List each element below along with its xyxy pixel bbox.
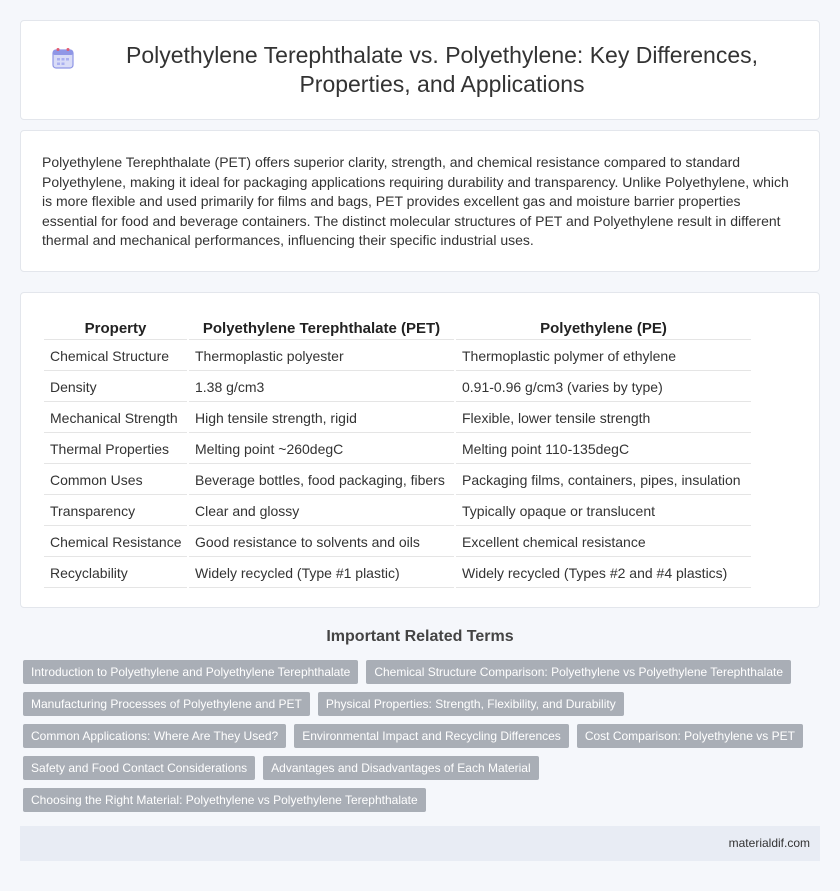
table-cell: Packaging films, containers, pipes, insulation bbox=[456, 466, 751, 495]
table-cell: High tensile strength, rigid bbox=[189, 404, 454, 433]
table-cell: Thermoplastic polyester bbox=[189, 342, 454, 371]
header-pet: Polyethylene Terephthalate (PET) bbox=[189, 318, 454, 340]
table-cell: Melting point 110-135degC bbox=[456, 435, 751, 464]
table-row bbox=[44, 373, 751, 402]
header-property: Property bbox=[44, 318, 187, 340]
intro-card bbox=[20, 130, 820, 272]
table-cell: Beverage bottles, food packaging, fibers bbox=[189, 466, 454, 495]
table-cell: Density bbox=[44, 373, 187, 402]
table-cell: Flexible, lower tensile strength bbox=[456, 404, 751, 433]
table-cell: Widely recycled (Type #1 plastic) bbox=[189, 559, 454, 588]
table-row bbox=[44, 497, 751, 526]
table-cell: Widely recycled (Types #2 and #4 plastics) bbox=[456, 559, 751, 588]
table-cell: Excellent chemical resistance bbox=[456, 528, 751, 557]
page-title: Polyethylene Terephthalate vs. Polyethylene: Key Differences, Properties, and Applications bbox=[125, 42, 759, 97]
related-terms-list bbox=[23, 660, 813, 812]
related-term-tag[interactable]: Environmental Impact and Recycling Differences bbox=[294, 724, 569, 748]
related-term-tag[interactable]: Chemical Structure Comparison: Polyethylene vs Polyethylene Terephthalate bbox=[366, 660, 791, 684]
table-row bbox=[44, 435, 751, 464]
table-cell: Clear and glossy bbox=[189, 497, 454, 526]
header-pe: Polyethylene (PE) bbox=[456, 318, 751, 340]
table-cell: 0.91-0.96 g/cm3 (varies by type) bbox=[456, 373, 751, 402]
table-cell: Chemical Structure bbox=[44, 342, 187, 371]
related-term-tag[interactable]: Physical Properties: Strength, Flexibility, and Durability bbox=[318, 692, 624, 716]
table-row bbox=[44, 559, 751, 588]
related-term-tag[interactable]: Introduction to Polyethylene and Polyethylene Terephthalate bbox=[23, 660, 358, 684]
table-cell: 1.38 g/cm3 bbox=[189, 373, 454, 402]
related-term-tag[interactable]: Common Applications: Where Are They Used? bbox=[23, 724, 286, 748]
related-term-tag[interactable]: Safety and Food Contact Considerations bbox=[23, 756, 255, 780]
related-term-tag[interactable]: Choosing the Right Material: Polyethylene vs Polyethylene Terephthalate bbox=[23, 788, 426, 812]
table-cell: Thermal Properties bbox=[44, 435, 187, 464]
table-cell: Transparency bbox=[44, 497, 187, 526]
table-cell: Common Uses bbox=[44, 466, 187, 495]
table-cell: Chemical Resistance bbox=[44, 528, 187, 557]
intro-paragraph: Polyethylene Terephthalate (PET) offers superior clarity, strength, and chemical resistance compared to standard Polyethylene, making it ideal for packaging applications requiring durability and transparency. Unlike Polyethylene, which is more flexible and used primarily for films and bags, PET provides excellent gas and moisture barrier properties essential for food and beverage containers. The distinct molecular structures of PET and Polyethylene result in different thermal and mechanical performances, influencing their specific industrial uses. bbox=[42, 154, 789, 249]
title-wrap bbox=[21, 21, 819, 119]
table-cell: Melting point ~260degC bbox=[189, 435, 454, 464]
title-card bbox=[20, 20, 820, 120]
table-row bbox=[44, 404, 751, 433]
related-term-tag[interactable]: Cost Comparison: Polyethylene vs PET bbox=[577, 724, 803, 748]
comparison-card bbox=[20, 292, 820, 608]
table-cell: Recyclability bbox=[44, 559, 187, 588]
table-row bbox=[44, 528, 751, 557]
table-header-row bbox=[44, 318, 751, 340]
footer bbox=[20, 826, 820, 861]
footer-site-link[interactable]: materialdif.com bbox=[728, 836, 810, 850]
table-row bbox=[44, 342, 751, 371]
table-cell: Thermoplastic polymer of ethylene bbox=[456, 342, 751, 371]
table-cell: Mechanical Strength bbox=[44, 404, 187, 433]
comparison-table bbox=[42, 316, 753, 590]
table-row bbox=[44, 466, 751, 495]
related-term-tag[interactable]: Advantages and Disadvantages of Each Material bbox=[263, 756, 539, 780]
related-terms-heading: Important Related Terms bbox=[326, 628, 514, 645]
table-cell: Good resistance to solvents and oils bbox=[189, 528, 454, 557]
calendar-icon bbox=[51, 46, 75, 70]
table-cell: Typically opaque or translucent bbox=[456, 497, 751, 526]
related-term-tag[interactable]: Manufacturing Processes of Polyethylene and PET bbox=[23, 692, 310, 716]
